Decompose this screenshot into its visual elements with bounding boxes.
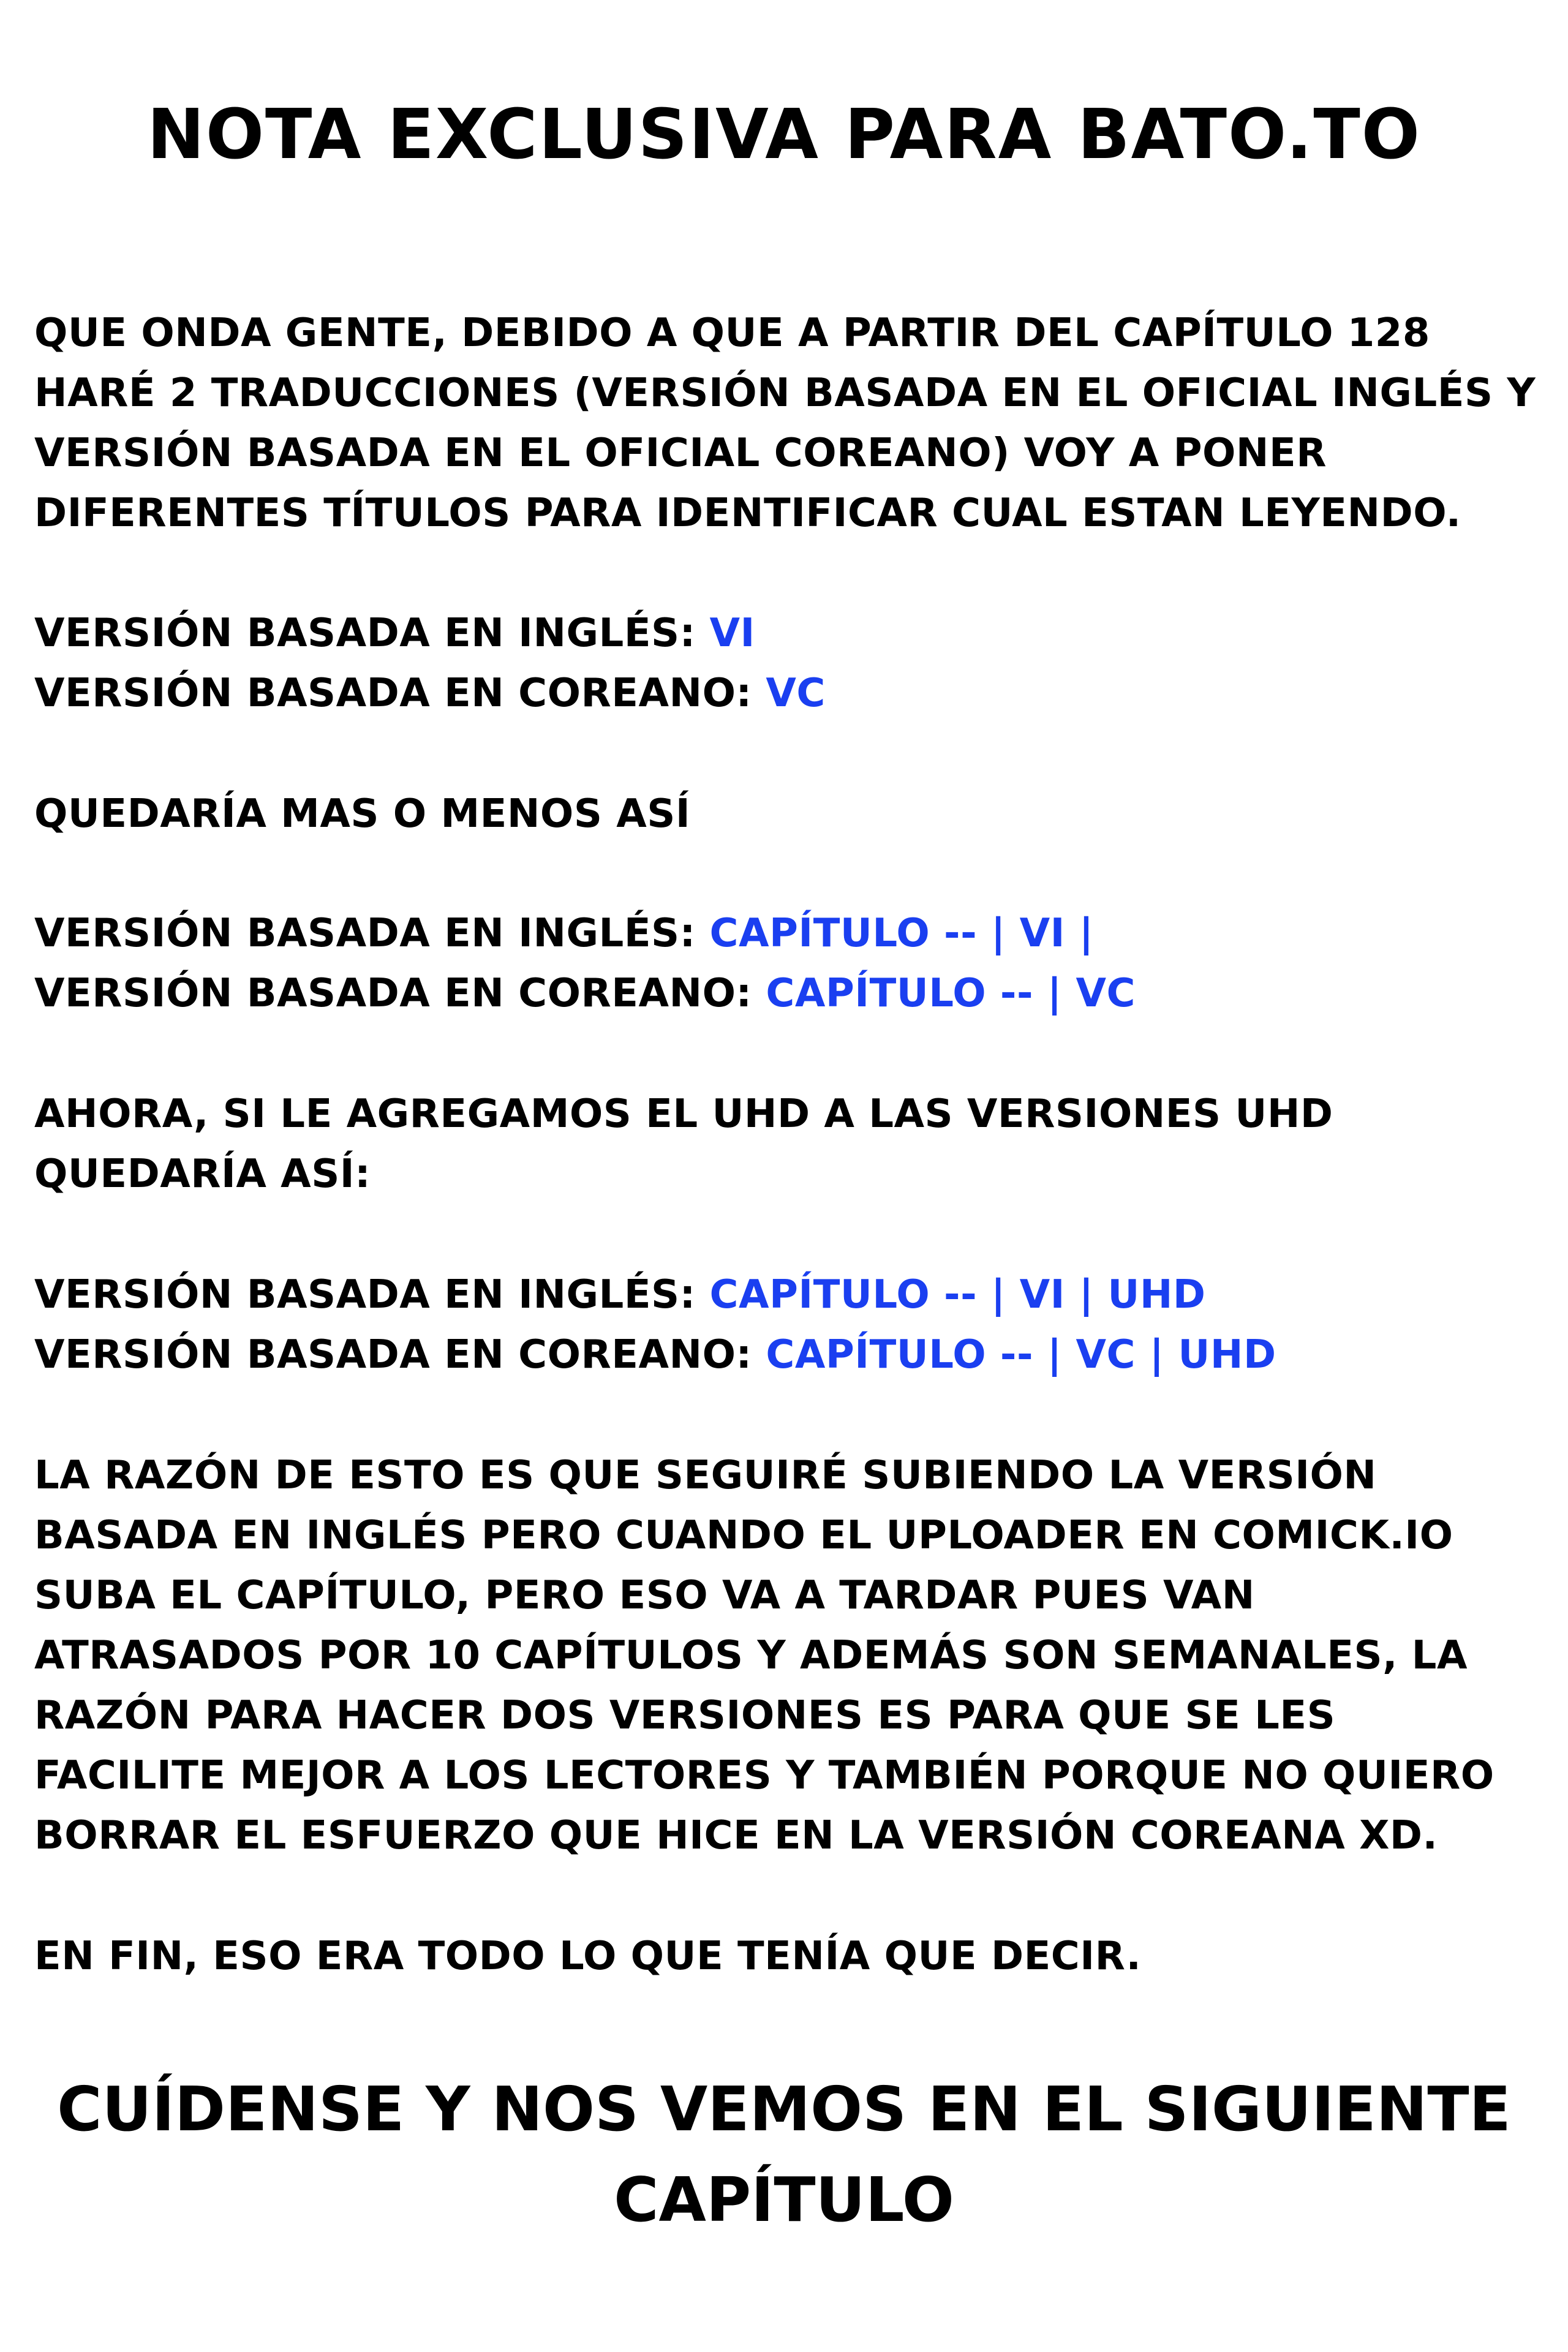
- version-codes: [34, 603, 1541, 723]
- example-titles: [34, 903, 1541, 1023]
- reason-line: SUBA EL CAPÍTULO, PERO ESO VA A TARDAR PUES VAN: [34, 1573, 1255, 1618]
- reason-line: BASADA EN INGLÉS PERO CUANDO EL UPLOADER EN COMICK.IO: [34, 1513, 1453, 1558]
- intro-line: DIFERENTES TÍTULOS PARA IDENTIFICAR CUAL ESTAN LEYENDO.: [34, 491, 1461, 536]
- closing-line: CUÍDENSE Y NOS VEMOS EN EL SIGUIENTE: [57, 2073, 1511, 2145]
- intro-line: VERSIÓN BASADA EN EL OFICIAL COREANO) VOY A PONER: [34, 431, 1327, 476]
- reason-line: ATRASADOS POR 10 CAPÍTULOS Y ADEMÁS SON SEMANALES, LA: [34, 1633, 1468, 1678]
- example-heading: [34, 784, 1541, 844]
- english-uhd-value: CAPÍTULO -- | VI | UHD: [709, 1272, 1206, 1317]
- closing-line: CAPÍTULO: [614, 2164, 954, 2236]
- korean-example-value: CAPÍTULO -- | VC: [766, 971, 1136, 1016]
- reason-line: BORRAR EL ESFUERZO QUE HICE EN LA VERSIÓN COREANA XD.: [34, 1813, 1438, 1858]
- english-uhd-line: [34, 1265, 1541, 1325]
- english-version-code: VI: [709, 611, 755, 656]
- uhd-heading-line: AHORA, SI LE AGREGAMOS EL UHD A LAS VERSIONES UHD: [34, 1091, 1333, 1137]
- closing-message: [0, 2064, 1568, 2245]
- korean-example-label: VERSIÓN BASADA EN COREANO:: [34, 971, 752, 1016]
- english-version-code-line: [34, 603, 1541, 663]
- reason-paragraph: [34, 1446, 1541, 1866]
- english-uhd-label: VERSIÓN BASADA EN INGLÉS:: [34, 1272, 696, 1317]
- uhd-example-titles: [34, 1265, 1541, 1385]
- english-version-label: VERSIÓN BASADA EN INGLÉS:: [34, 611, 696, 656]
- korean-uhd-label: VERSIÓN BASADA EN COREANO:: [34, 1332, 752, 1378]
- reason-line: FACILITE MEJOR A LOS LECTORES Y TAMBIÉN PORQUE NO QUIERO: [34, 1753, 1494, 1798]
- reason-line: RAZÓN PARA HACER DOS VERSIONES ES PARA QUE SE LES: [34, 1693, 1336, 1738]
- english-example-line: [34, 903, 1541, 963]
- korean-uhd-value: CAPÍTULO -- | VC | UHD: [766, 1332, 1276, 1378]
- intro-line: HARÉ 2 TRADUCCIONES (VERSIÓN BASADA EN EL OFICIAL INGLÉS Y: [34, 371, 1536, 416]
- ending-line: [34, 1926, 1541, 1986]
- uhd-heading: [34, 1084, 1541, 1204]
- korean-version-code: VC: [766, 671, 826, 716]
- korean-uhd-line: [34, 1325, 1541, 1385]
- english-example-label: VERSIÓN BASADA EN INGLÉS:: [34, 911, 696, 956]
- intro-line: QUE ONDA GENTE, DEBIDO A QUE A PARTIR DEL CAPÍTULO 128: [34, 311, 1430, 356]
- uhd-heading-line: QUEDARÍA ASÍ:: [34, 1152, 371, 1197]
- ending-text: EN FIN, ESO ERA TODO LO QUE TENÍA QUE DECIR.: [34, 1934, 1142, 1979]
- korean-version-label: VERSIÓN BASADA EN COREANO:: [34, 671, 752, 716]
- korean-version-code-line: [34, 663, 1541, 723]
- intro-paragraph: [34, 303, 1541, 543]
- example-heading-text: QUEDARÍA MAS O MENOS ASÍ: [34, 791, 691, 837]
- korean-example-line: [34, 963, 1541, 1023]
- english-example-value: CAPÍTULO -- | VI |: [709, 911, 1094, 956]
- reason-line: LA RAZÓN DE ESTO ES QUE SEGUIRÉ SUBIENDO LA VERSIÓN: [34, 1453, 1377, 1498]
- page-title: NOTA EXCLUSIVA PARA BATO.TO: [147, 95, 1421, 175]
